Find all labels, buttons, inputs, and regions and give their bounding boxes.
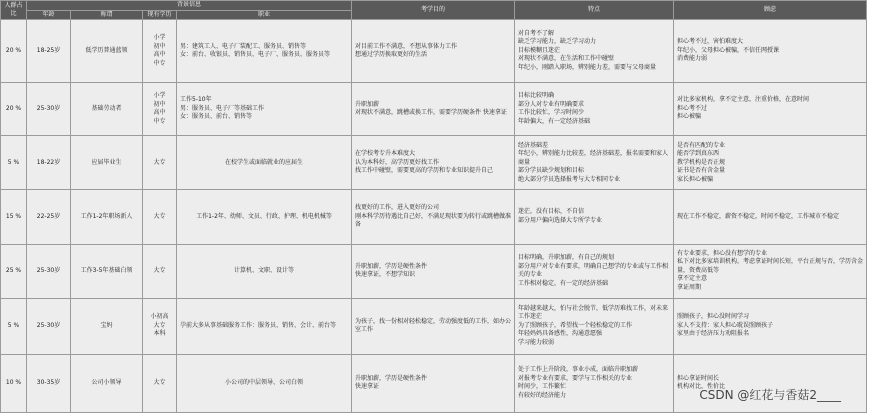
cell-share: 5 %	[1, 136, 27, 190]
header-age: 年龄	[27, 10, 71, 20]
cell-concerns: 对比多家机构，拿不定主意，注重价格，在意时间 担心考不过 担心被骗	[674, 83, 867, 136]
cell-goal: 在学校考专升本难度大 认为本科好，高学历更好找工作 找工作中碰壁，需要更高的学历和专业知识提升自己	[352, 136, 515, 190]
cell-age: 25-30岁	[27, 298, 71, 354]
table-row	[1, 190, 867, 244]
cell-education: 小学 初中 高中 中专	[143, 83, 177, 136]
cell-occupation: 工作5-10年 男：服务员、电子厂等基础工作 女：服务员、前台、销售等	[177, 83, 352, 136]
cell-title: 基础劳动者	[71, 83, 143, 136]
cell-occupation: 小公司的中层领导、公司白领	[177, 354, 352, 412]
cell-share: 20 %	[1, 20, 27, 83]
csdn-watermark: CSDN @红花与香菇2____	[699, 388, 841, 402]
cell-goal: 对目前工作不满意，不想从事体力工作 想通过学历换取更好的生活	[352, 20, 515, 83]
table-row	[1, 244, 867, 298]
cell-age: 18-25岁	[27, 20, 71, 83]
cell-title: 低学历普通蓝领	[71, 20, 143, 83]
cell-goal: 为孩子，找一份相对轻松稳定，劳动强度低的工作，如办公室工作	[352, 298, 515, 354]
cell-concerns: 照顾孩子，担心没时间学习 家人不支持：家人担心耽误照顾孩子 家里由于经济压力劝阻报名	[674, 298, 867, 354]
table-row	[1, 298, 867, 354]
cell-age: 30-35岁	[27, 354, 71, 412]
cell-education: 大专	[143, 190, 177, 244]
cell-title: 工作3-5年基础白领	[71, 244, 143, 298]
table-row	[1, 20, 867, 83]
header-occupation: 职业	[177, 10, 352, 20]
cell-goal: 升职加薪，学历是硬性条件 快速拿证，不想学知识	[352, 244, 515, 298]
cell-concerns: 有专业要求，担心没有想学的专业 私下对比多家培训机构，考虑拿证时间长短，平台正规与否，学历含金量，资费高低等 拿不定主意 拿证周期	[674, 244, 867, 298]
cell-share: 15 %	[1, 190, 27, 244]
header-share: 人群占比	[1, 1, 27, 20]
cell-concerns: 现在工作不稳定，薪资不稳定，时间不稳定，工作城市不稳定	[674, 190, 867, 244]
cell-title: 应届毕业生	[71, 136, 143, 190]
cell-title: 工作1-2年职场新人	[71, 190, 143, 244]
cell-education: 大专	[143, 354, 177, 412]
cell-occupation: 男：建筑工人、电子厂装配工、服务员、销售等 女：前台、收银员、销售员、电子厂、服务员、服务员等	[177, 20, 352, 83]
cell-traits: 对自考不了解 缺乏学习能力，缺乏学习动力 目标模糊且迷茫 对现状不满意，在生活和工作中碰壁 年纪小，刚踏入职场，辨别能力差，需要与父母商量	[515, 20, 674, 83]
cell-concerns: 担心考不过，害怕难度大 年纪小，父母担心被骗，不信任网授课 消费能力弱	[674, 20, 867, 83]
table-row	[1, 83, 867, 136]
cell-title: 宝妈	[71, 298, 143, 354]
header-goal: 考学目的	[352, 1, 515, 20]
cell-education: 小学 初中 高中 中专	[143, 20, 177, 83]
header-education: 现有学历	[143, 10, 177, 20]
cell-age: 25-30岁	[27, 244, 71, 298]
header-background: 背景信息	[27, 1, 352, 11]
cell-education: 大专	[143, 136, 177, 190]
cell-traits: 年龄越来越大，怕与社会脱节，低学历难找工作，对未来工作迷茫 为了照顾孩子，希望找一个轻松稳定的工作 年轻妈妈具备感性，沟通意愿强 学习能力较弱	[515, 298, 674, 354]
cell-occupation: 工作1-2年、幼师、文员、行政、护理、机电机械等	[177, 190, 352, 244]
header-traits: 特点	[515, 1, 674, 20]
cell-goal: 找更好的工作，进入更好的公司 刚本科学历待遇比自己好，不满足现状要为转行或跳槽做准备	[352, 190, 515, 244]
cell-share: 25 %	[1, 244, 27, 298]
table-row	[1, 136, 867, 190]
cell-age: 25-30岁	[27, 83, 71, 136]
cell-occupation: 计算机、文职、设计等	[177, 244, 352, 298]
header-concerns: 顾虑	[674, 1, 867, 20]
cell-traits: 处于工作上升阶段，事业小成，面临升职加薪 对报考专业有要求，要学与工作相关的专业 时间少，工作繁忙 有较好的经济能力	[515, 354, 674, 412]
cell-age: 18-22岁	[27, 136, 71, 190]
cell-age: 22-25岁	[27, 190, 71, 244]
header-title: 称谓	[71, 10, 143, 20]
cell-occupation: 在校学生或面临就业的应届生	[177, 136, 352, 190]
cell-traits: 迷茫，没有目标，不自信 部分用户偏向选择大专所学专业	[515, 190, 674, 244]
cell-title: 公司小领导	[71, 354, 143, 412]
cell-share: 20 %	[1, 83, 27, 136]
cell-goal: 升职加薪 对现状不满意，跳槽或换工作，需要学历硬条件 快速拿证	[352, 83, 515, 136]
cell-concerns: 是否有匹配的专业 能否学到真东西 教学机构是否正规 证书是否有含金量 家长担心被骗	[674, 136, 867, 190]
cell-concerns: 担心拿证时间长 机构对比，性价比	[674, 354, 867, 412]
cell-traits: 目标比较明确 部分人对专业有明确要求 工作比较忙，学习时间少 年龄偏大，有一定经济基础	[515, 83, 674, 136]
cell-goal: 升职加薪，学历是硬性条件 快速拿证	[352, 354, 515, 412]
table-row	[1, 354, 867, 412]
cell-share: 10 %	[1, 354, 27, 412]
cell-share: 5 %	[1, 298, 27, 354]
cell-traits: 经济基础差 年纪小，辨别能力比较差，经济基础差，报名需要和家人商量 部分学员缺少规划和目标 绝大部分学员选择报考与大专相同专业	[515, 136, 674, 190]
cell-occupation: 孕前大多从事基础服务工作：服务员、销售、会计、前台等	[177, 298, 352, 354]
cell-education: 小初高 大专 本科	[143, 298, 177, 354]
cell-education: 大专	[143, 244, 177, 298]
cell-traits: 目标明确，升职加薪，有自己的规划 部分用户对专业有要求，明确自己想学的专业或与工作相关的专业 工作相对稳定，有一定的经济基础	[515, 244, 674, 298]
